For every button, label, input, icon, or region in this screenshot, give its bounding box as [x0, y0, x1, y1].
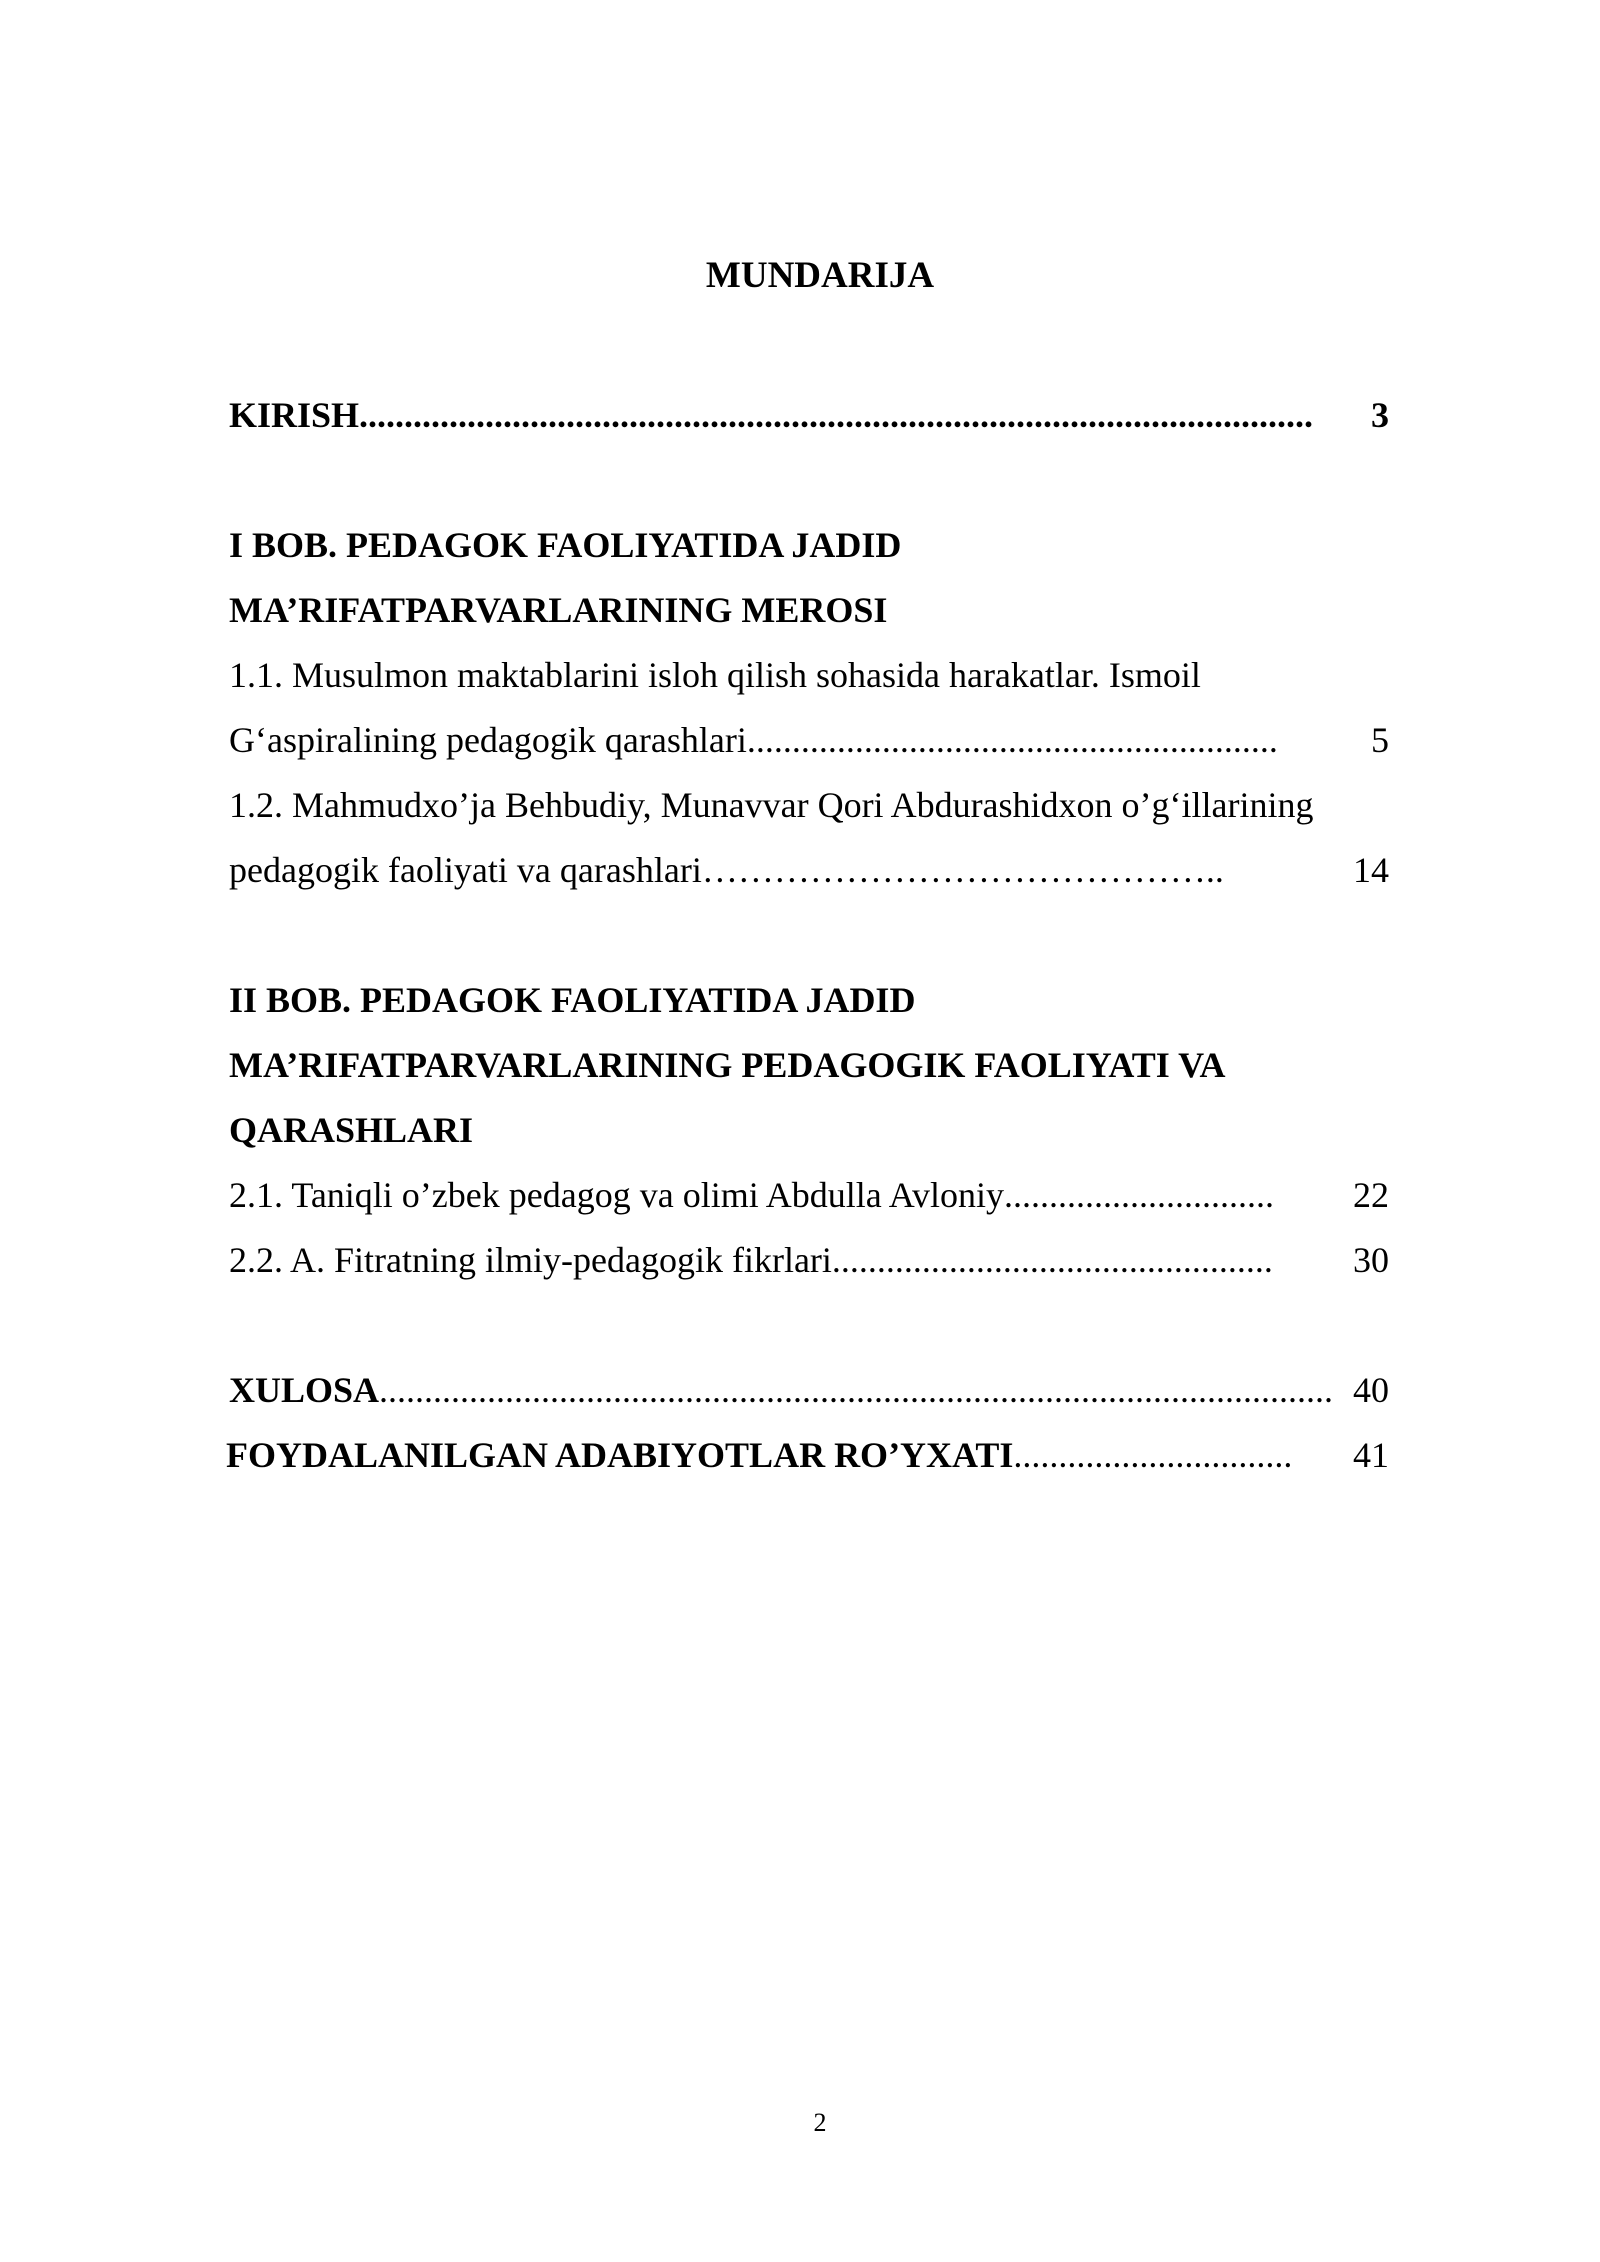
- toc-leader-dots: ..............................: [1004, 1175, 1275, 1215]
- toc-leader-dots: .................................................: [831, 1240, 1273, 1280]
- chapter-heading-2-cont: [229, 1033, 1389, 1098]
- page-number: 2: [813, 2108, 827, 2137]
- spacer: [229, 448, 1389, 513]
- toc-entry-text: 2.1. Taniqli o’zbek pedagog va olimi Abdulla Avloniy: [229, 1175, 1005, 1215]
- toc-entry-text: 1.1. Musulmon maktablarini isloh qilish sohasida harakatlar. Ismoil: [229, 655, 1201, 695]
- toc-entry-1-1-line1: [229, 643, 1389, 708]
- toc-entry-adabiyotlar: [226, 1423, 1389, 1488]
- toc-entry-2-1: [229, 1163, 1389, 1228]
- toc-entry-text: XULOSA: [229, 1370, 380, 1410]
- chapter-heading-line: II BOB. PEDAGOK FAOLIYATIDA JADID: [229, 980, 916, 1020]
- toc-entry-text: G‘aspiralining pedagogik qarashlari: [229, 720, 747, 760]
- toc-leader-dots: ..........................................................................................................: [359, 395, 1314, 435]
- toc-entry-xulosa: [229, 1358, 1389, 1423]
- toc-entry-1-2-line1: [229, 773, 1389, 838]
- toc-leader-dots: ...........................................................: [746, 720, 1278, 760]
- toc-entry-text: pedagogik faoliyati va qarashlari: [229, 850, 702, 890]
- chapter-heading-line: MA’RIFATPARVARLARINING PEDAGOGIK FAOLIYATI VA: [229, 1045, 1226, 1085]
- chapter-heading-2: [229, 968, 1389, 1033]
- toc-entry-1-2: [229, 838, 1389, 903]
- toc-page-number: 14: [1353, 850, 1389, 890]
- chapter-heading-2-cont2: [229, 1098, 1389, 1163]
- toc-page-number: 40: [1353, 1370, 1389, 1410]
- chapter-heading-line: QARASHLARI: [229, 1110, 474, 1150]
- toc-page-number: 30: [1353, 1240, 1389, 1280]
- toc-leader-dots: ...............................: [1013, 1435, 1293, 1475]
- chapter-heading-1: [229, 513, 1389, 578]
- toc-leader-dots: ……………………………………..: [701, 850, 1224, 890]
- toc-entry-1-1: [229, 708, 1389, 773]
- toc-entry-kirish: [229, 383, 1389, 448]
- toc-entry-text: KIRISH: [229, 395, 360, 435]
- spacer: [229, 903, 1389, 968]
- page-title: MUNDARIJA: [705, 255, 935, 296]
- toc-page-number: 5: [1371, 720, 1389, 760]
- toc-entry-text: 2.2. A. Fitratning ilmiy-pedagogik fikrlari: [229, 1240, 832, 1280]
- spacer: [229, 1293, 1389, 1358]
- toc-entry-text: FOYDALANILGAN ADABIYOTLAR RO’YXATI: [226, 1435, 1014, 1475]
- toc-page-number: 3: [1371, 395, 1389, 435]
- chapter-heading-line: I BOB. PEDAGOK FAOLIYATIDA JADID: [229, 525, 902, 565]
- toc-page-number: 41: [1353, 1435, 1389, 1475]
- toc-page-number: 22: [1353, 1175, 1389, 1215]
- chapter-heading-1-cont: [229, 578, 1389, 643]
- table-of-contents: [226, 383, 1389, 1488]
- toc-entry-text: 1.2. Mahmudxo’ja Behbudiy, Munavvar Qori Abdurashidxon o’g‘illarining: [229, 785, 1314, 825]
- chapter-heading-line: MA’RIFATPARVARLARINING MEROSI: [229, 590, 888, 630]
- toc-entry-2-2: [229, 1228, 1389, 1293]
- toc-leader-dots: ..........................................................................................................: [379, 1370, 1334, 1410]
